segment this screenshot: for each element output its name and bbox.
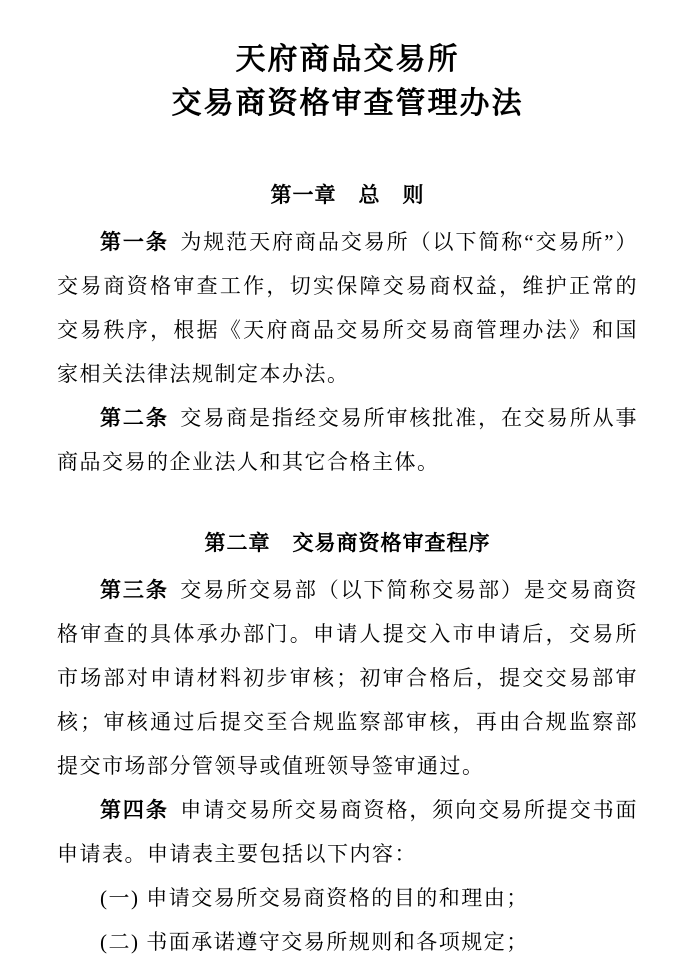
document-title xyxy=(57,38,638,126)
article-3-paragraph xyxy=(57,568,638,788)
article-3-label: 第三条 xyxy=(100,578,169,602)
article-3-text: 交易所交易部（以下简称交易部）是交易商资格审查的具体承办部门。申请人提交入市申请后，交易所市场部对申请材料初步审核；初审合格后，提交交易部审核；审核通过后提交至合规监察部审核，再由合规监察部提交市场部分管领导或值班领导签审通过。 xyxy=(57,578,639,778)
article-2-label: 第二条 xyxy=(100,406,169,430)
article-4-paragraph xyxy=(57,788,638,876)
article-4-text: 申请交易所交易商资格，须向交易所提交书面申请表。申请表主要包括以下内容： xyxy=(57,798,639,866)
article-2-text: 交易商是指经交易所审核批准，在交易所从事商品交易的企业法人和其它合格主体。 xyxy=(57,406,639,474)
chapter-1-heading: 第一章 总 则 xyxy=(270,184,425,207)
document-title-line-2: 交易商资格审查管理办法 xyxy=(171,87,524,120)
article-1-label: 第一条 xyxy=(100,230,169,254)
chapter-2-heading: 第二章 交易商资格审查程序 xyxy=(204,532,491,555)
article-1-paragraph xyxy=(57,220,638,396)
article-4-list-item-1: (一) 申请交易所交易商资格的目的和理由； xyxy=(100,886,529,910)
article-2-paragraph xyxy=(57,396,638,484)
article-4-list-item-2: (二) 书面承诺遵守交易所规则和各项规定； xyxy=(100,930,529,954)
article-1-text: 为规范天府商品交易所（以下简称“交易所”）交易商资格审查工作，切实保障交易商权益，维护正常的交易秩序，根据《天府商品交易所交易商管理办法》和国家相关法律法规制定本办法。 xyxy=(57,230,639,386)
document-title-line-1: 天府商品交易所 xyxy=(235,43,460,76)
article-4-label: 第四条 xyxy=(100,798,169,822)
